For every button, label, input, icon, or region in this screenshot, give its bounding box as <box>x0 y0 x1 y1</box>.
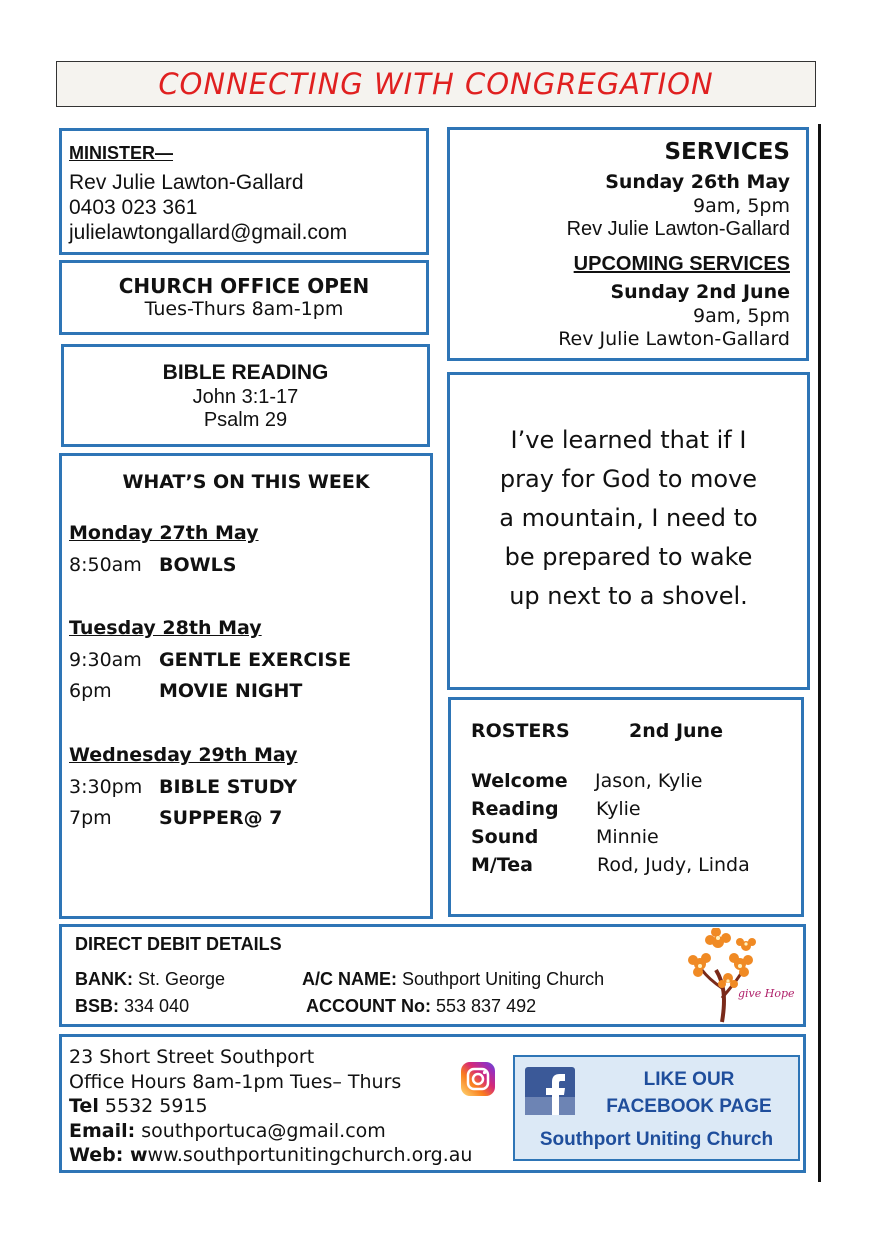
event-name: SUPPER@ 7 <box>159 807 283 829</box>
minister-name: Rev Julie Lawton-Gallard <box>69 171 304 194</box>
email-label: Email: <box>69 1120 136 1142</box>
bible-heading: BIBLE READING <box>162 361 329 384</box>
bsb-row <box>75 996 189 1017</box>
services-date: Sunday 26th May <box>605 171 790 193</box>
email-value[interactable]: southportuca@gmail.com <box>141 1120 386 1142</box>
office-hours: Tues-Thurs 8am-1pm <box>144 298 344 320</box>
account-label: ACCOUNT No: <box>306 996 431 1016</box>
acname-row <box>302 969 604 990</box>
rosters-heading: ROSTERS <box>471 720 570 742</box>
services-times: 9am, 5pm <box>693 195 790 217</box>
minister-heading: MINISTER— <box>69 143 174 163</box>
acname-label: A/C NAME: <box>302 969 397 989</box>
bank-label: BANK: <box>75 969 133 989</box>
direct-debit-heading: DIRECT DEBIT DETAILS <box>75 934 282 954</box>
page-title-banner <box>56 61 816 107</box>
facebook-like-line1: LIKE OUR <box>643 1069 735 1090</box>
day-heading: Tuesday 28th May <box>69 617 262 639</box>
services-heading: SERVICES <box>664 139 790 165</box>
page-title: CONNECTING WITH CONGREGATION <box>158 67 714 101</box>
event-name: GENTLE EXERCISE <box>159 649 352 671</box>
account-row <box>306 996 536 1017</box>
address: 23 Short Street Southport <box>69 1046 315 1068</box>
bsb-value: 334 040 <box>124 996 190 1016</box>
bible-reading-box <box>61 344 430 447</box>
event-time: 7pm <box>69 807 112 829</box>
instagram-icon[interactable] <box>460 1061 496 1097</box>
rosters-box <box>448 697 804 917</box>
quote-line: be prepared to wake <box>504 543 753 571</box>
give-hope-logo <box>686 928 796 1024</box>
bank-row <box>75 969 225 990</box>
upcoming-times: 9am, 5pm <box>693 305 790 327</box>
day-heading: Monday 27th May <box>69 522 259 544</box>
facebook-like-line2: FACEBOOK PAGE <box>606 1096 772 1117</box>
account-value: 553 837 492 <box>436 996 537 1016</box>
right-divider-line <box>818 124 821 1182</box>
flower-tree-icon <box>686 928 796 1024</box>
direct-debit-box <box>59 924 806 1027</box>
quote-box <box>447 372 810 690</box>
event-time: 6pm <box>69 680 112 702</box>
event-name: BOWLS <box>159 554 237 576</box>
quote-line: up next to a shovel. <box>509 582 748 610</box>
bsb-label: BSB: <box>75 996 119 1016</box>
roster-role: M/Tea <box>471 854 533 876</box>
tel-label: Tel <box>69 1095 99 1117</box>
minister-email[interactable]: julielawtongallard@gmail.com <box>69 221 348 244</box>
rosters-date: 2nd June <box>629 720 723 742</box>
event-name: MOVIE NIGHT <box>159 680 303 702</box>
web-row <box>69 1143 472 1168</box>
minister-phone: 0403 023 361 <box>69 196 198 219</box>
contact-box <box>59 1034 806 1173</box>
event-time: 8:50am <box>69 554 142 576</box>
event-time: 9:30am <box>69 649 142 671</box>
roster-names: Kylie <box>596 798 641 820</box>
event-time: 3:30pm <box>69 776 143 798</box>
roster-role: Welcome <box>471 770 568 792</box>
email-row <box>69 1119 386 1144</box>
roster-role: Reading <box>471 798 559 820</box>
web-label: Web: w <box>69 1144 148 1166</box>
tel-row <box>69 1094 208 1119</box>
upcoming-date: Sunday 2nd June <box>610 281 790 303</box>
upcoming-leader: Rev Julie Lawton-Gallard <box>558 328 790 350</box>
tel-value[interactable]: 5532 5915 <box>104 1095 208 1117</box>
bible-reading-1: John 3:1-17 <box>192 386 299 408</box>
day-heading: Wednesday 29th May <box>69 744 298 766</box>
facebook-icon <box>525 1067 575 1115</box>
roster-names: Jason, Kylie <box>595 770 703 792</box>
whats-on-box <box>59 453 433 919</box>
services-box <box>447 127 809 361</box>
give-hope-text: give Hope <box>738 987 795 1000</box>
services-leader: Rev Julie Lawton-Gallard <box>566 218 790 240</box>
event-name: BIBLE STUDY <box>159 776 297 798</box>
upcoming-heading: UPCOMING SERVICES <box>573 253 790 275</box>
office-heading: CHURCH OFFICE OPEN <box>118 274 370 298</box>
minister-box <box>59 128 429 255</box>
bank-value: St. George <box>138 969 226 989</box>
facebook-page-name[interactable]: Southport Uniting Church <box>539 1129 774 1150</box>
office-hours-line: Office Hours 8am-1pm Tues– Thurs <box>69 1071 402 1093</box>
quote-line: pray for God to move <box>499 465 758 493</box>
roster-names: Minnie <box>596 826 659 848</box>
web-value[interactable]: ww.southportunitingchurch.org.au <box>147 1144 473 1166</box>
roster-role: Sound <box>471 826 539 848</box>
roster-names: Rod, Judy, Linda <box>597 854 750 876</box>
church-office-box <box>59 260 429 335</box>
bible-reading-2: Psalm 29 <box>203 409 288 431</box>
whats-on-heading: WHAT’S ON THIS WEEK <box>122 471 370 493</box>
facebook-panel[interactable] <box>513 1055 800 1161</box>
quote-line: I’ve learned that if I <box>510 426 747 454</box>
quote-line: a mountain, I need to <box>499 504 758 532</box>
acname-value: Southport Uniting Church <box>402 969 605 989</box>
